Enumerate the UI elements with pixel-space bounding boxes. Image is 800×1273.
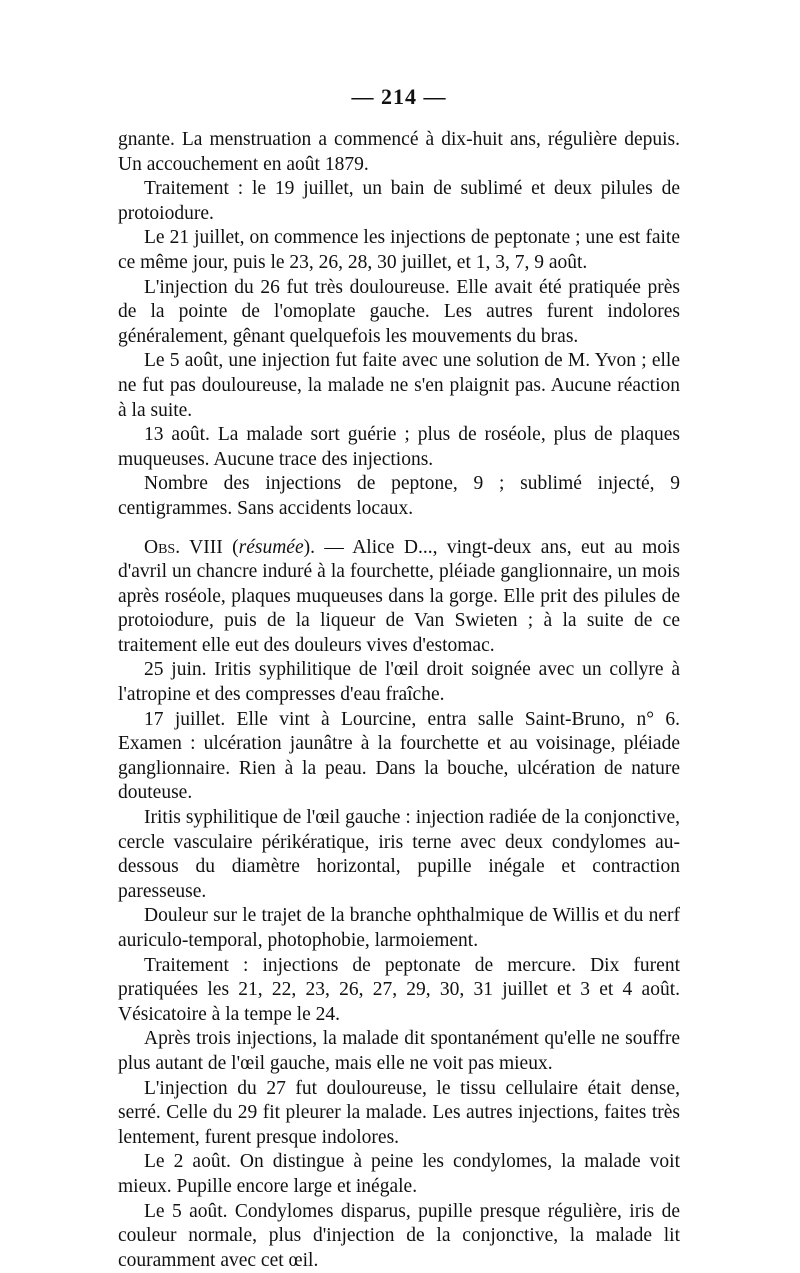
paragraph: Le 5 août, une injection fut faite avec une solution de M. Yvon ; elle ne fut pas douloureuse, la malade ne s'en plaignit pas. Aucune réaction à la suite.: [118, 350, 680, 421]
body-text: [118, 128, 680, 1273]
paragraph: gnante. La menstruation a commencé à dix-huit ans, régulière depuis. Un accouchement en août 1879.: [118, 129, 680, 175]
paragraph: 17 juillet. Elle vint à Lourcine, entra salle Saint-Bruno, n° 6. Examen : ulcération jaunâtre à la fourchette et au voisinage, pléiade ganglionnaire. Rien à la peau. Dans la bouche, ulcération de nature douteuse.: [118, 708, 680, 804]
paragraph: 25 juin. Iritis syphilitique de l'œil droit soignée avec un collyre à l'atropine et des compresses d'eau fraîche.: [118, 659, 680, 706]
paragraph: Iritis syphilitique de l'œil gauche : injection radiée de la conjonctive, cercle vasculaire périkératique, iris terne avec deux condylomes au-dessous du diamètre horizontal, pupille inégale et contraction paresseuse.: [118, 807, 680, 902]
paragraph: Douleur sur le trajet de la branche ophthalmique de Willis et du nerf auriculo-temporal, photophobie, larmoiement.: [118, 905, 680, 951]
page-number: — 214 —: [351, 84, 447, 109]
observation-label: Obs. VIII: [144, 536, 223, 558]
paragraph: Après trois injections, la malade dit spontanément qu'elle ne souffre plus autant de l'œil gauche, mais elle ne voit pas mieux.: [118, 1028, 680, 1074]
paragraph: Le 2 août. On distingue à peine les condylomes, la malade voit mieux. Pupille encore large et inégale.: [118, 1151, 680, 1197]
paragraph: Le 5 août. Condylomes disparus, pupille presque régulière, iris de couleur normale, plus d'injection de la conjonctive, la malade lit couramment avec cet œil.: [118, 1200, 680, 1271]
paragraph: Traitement : le 19 juillet, un bain de sublimé et deux pilules de protoiodure.: [118, 178, 680, 224]
paragraph: 13 août. La malade sort guérie ; plus de roséole, plus de plaques muqueuses. Aucune trace des injections.: [118, 424, 680, 470]
paragraph: L'injection du 27 fut douloureuse, le tissu cellulaire était dense, serré. Celle du 29 fit pleurer la malade. Les autres injections, faites très lentement, furent presque indolores.: [118, 1077, 680, 1148]
observation-resumee: résumée: [238, 536, 304, 558]
paragraph: Traitement : injections de peptonate de mercure. Dix furent pratiquées les 21, 22, 23, 26, 27, 29, 30, 31 juillet et 3 et 4 août. Vésicatoire à la tempe le 24.: [118, 954, 680, 1025]
close-paren: ).: [303, 536, 315, 558]
paragraph: L'injection du 26 fut très douloureuse. Elle avait été pratiquée près de la pointe de l'omoplate gauche. Les autres furent indolores généralement, gênant quelquefois les mouvements du bras.: [118, 276, 680, 347]
paragraph: Nombre des injections de peptone, 9 ; sublimé injecté, 9 centigrammes. Sans accidents locaux.: [118, 473, 680, 519]
observation-text: — Alice D..., vingt-deux ans, eut au mois d'avril un chancre induré à la fourchette, pléiade ganglionnaire, un mois après roséole, plaques muqueuses dans la gorge. Elle prit des pilules de protoiodure, puis de la liqueur de Van Swieten ; à la suite de ce traitement elle eut des douleurs vives d'estomac.: [118, 536, 680, 656]
paragraph: Le 21 juillet, on commence les injections de peptonate ; une est faite ce même jour, puis le 23, 26, 28, 30 juillet, et 1, 3, 7, 9 août.: [118, 227, 680, 273]
open-paren: (: [232, 536, 239, 558]
observation-paragraph: [118, 536, 680, 659]
